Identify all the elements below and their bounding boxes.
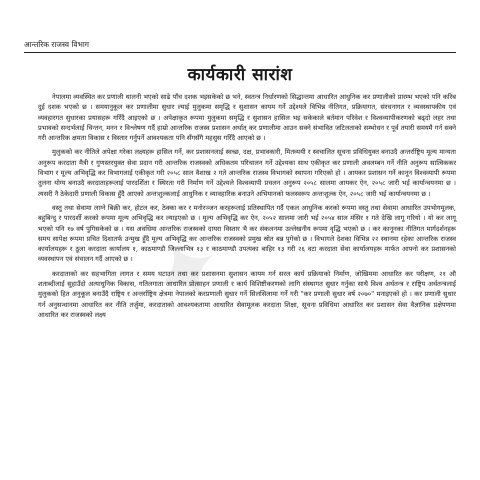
paragraph: वस्तु तथा सेवामा लाग्ने बिक्री कर, होटल कर, ठेक्का कर र मनोरञ्जन करहरूलाई प्रतिस्थापित गर्दै एकल आधुनिक करको रूपमा वस्तु तथा सेवामा आधारित उपभोगमूलक, बहुबिन्दु र पारदर्शी करको रूपमा मूल्य अभिवृद्धि कर ल्याइएको छ । मूल्य अभिवृद्धि कर ऐन, २०५२ सालमा जारी भई २०५४ साल मंसिर १ गते देखि लागू गरियो । यो कर लागू भएको पनि १७ वर्ष पुगिसकेको छ । यस अवधिमा आन्तरिक राजस्वको दायरा विस्तार भै कर संकलनमा उल्लेखनीय रूपमा वृद्धि भएको छ । कर कानूनका नीतिगत मार्गदर्शनहरू समय सापेक्ष रूपमा प्रचित दिशातर्फ उन्मुख हुँदै मूल्य अभिवृद्धि कर आन्तरिक राजस्वको प्रमुख स्रोत बन्न पुगेको छ । विभागले देशका विभिन्न २२ स्थानमा रहेका आन्तरिक राजस्व कार्यालयहरू र ठूला करदाता कार्यालय १, काठमाण्डौ जिल्लाभित्र १३ र काठमाण्डौ उपत्यका बाहिर १३ गरी २६ वटा करदाता सेवा कार्यालयहरू मार्फत आफ्नो कर प्रशासनको व्यवस्थापन एवं संचालन गर्दै आएको छ । [38,203,456,264]
paragraph: नेपालमा व्यवस्थित कर प्रणाली थालनी भएको साढे पाँच दशक भइसकेको छ भने, स्वतन्त्र निर्धारणको सिद्धान्तमा आधारित आधुनिक कर प्रणालीको प्रारम्भ भएको पनि करिब दुई दशक भएको छ । समयानुकूल कर प्रणालीमा सुधार ल्याई मुलुकमा समृद्धि र सुशासन कायम गर्ने उद्देश्यले विभिन्न नीतिगत, प्रक्रियागत, संरचनागत र व्यवस्थापकीय एवं व्यवहारगत सुधारका प्रयासहरू गरिँदै आइएको छ । अपेक्षाकृत रूपमा मुलुकमा समृद्धि र सुशासन हासिल भइ सकेकाले बर्तमान परिवेश र विश्वव्यापीकरणको बढ्दो लहर तथा प्रभावको सन्दर्भलाई चिन्तन, मनन र विश्लेषण गर्दै हाम्रो आन्तरिक राजस्व प्रशासन अर्थात् कर प्रणालीमा आउन सक्ने संभावित जटिलताको सम्भोधन र पूर्व तयारी समयमै गर्न सक्ने गरी आन्तरिक क्षमता विकास र विस्तार गर्नुपर्ने आवश्यकता पनि सँगसँगै महसुस गरिँदै आएको छ । [38,93,456,143]
paragraph: करदाताको कर सहभागिता लागत र समय घटाउन तथा कर प्रशासनमा सुशासन कायम गर्न सरल कार्य प्रक्रियाको निर्माण, जोखिममा आधारित कर परीक्षण, २१ औ शताब्दीलाई सुहाउँदो अत्याधुनिक विकास, गतिलगाता आधारित प्रोत्साहन प्रणाली र कार्य विशिष्टीकरणको लागि संस्थागत सुधार गर्नुका साथै विश्व अर्थतन्त्र र राष्ट्रिय अर्थतन्त्रलाई मुलुकको हित अनुकूल बनाउँदै राष्ट्रिय र अन्तर्राष्ट्रिय क्षेत्रमा नेपालको करप्रणाली सुधार गर्ने सिलसिलामा गर्ने गरी "कर प्रणाली सुधार वर्ष २०७०" मनाइएको हो । कर प्रणाली सुधार गर्न अनुसन्धानमा आधारित कर नीति तर्जुमा, करदाताको आवश्यकतामा आधारित सेवामूलक करदाता शिक्षा, सूचना प्रविधिमा आधारित कर प्रशासन सेवा वैज्ञानिक प्रक्षेपणमा आधारित कर राजस्वको लक्ष्य [38,269,456,319]
document-header [24,40,456,53]
paragraph: मुलुकको कर नीतिले अपेक्षा गरेका लक्ष्यहरू हासिल गर्ने, कर प्रशासनलाई स्वच्छ, दक्ष, प्रभावकारी, मितव्ययी र स्वचालित सूचना प्रविधियुक्त बनाउदै अन्तर्राष्ट्रिय मूल्य मान्यता अनुरूप करदाता मैत्री र गुणस्तरयुक्त सेवा प्रदान गरी आन्तरिक राजस्वको अधिकतम परिचालन गर्ने उद्देश्यका साथ एकीकृत कर प्रणाली अवलम्बन गर्ने नीति अनुरूप सात्विककर विभाग र मूल्य अभिवृद्धि कर विभागलाई एकीकृत गरी २०५८ साल वैशाख २ गते आन्तरिक राजस्व विभागको स्थापना गरिएको हो । आयकर प्रशासन गर्ने कानून विश्वव्यापी रूपमा तुलना योग्य बनाउदै करदाताहरूलाई पारदर्शिता र स्थिरता गरी निर्माण गर्ने उद्देश्यले विश्वव्यापी प्रचलन अनुरूप २०५८ सालमा आयकर ऐन, २०५८ जारी भई कार्यान्वयनमा छ । त्यसरी नै ठेकेदारी प्रणाली विकास हुँदै आएको अन्तःशुल्कलाई आधुनिक र व्यावहारिक बनाउने अभियानको फलस्वरूप अन्तःशुल्क ऐन, २०५८ जारी भई कार्यान्वयनमा छ । [38,148,456,198]
document-body [38,92,456,324]
page-title: कार्यकारी सारांश [187,65,293,85]
watermark: ✦ [128,208,247,337]
header-section-label: आन्तरिक राजस्व विभाग [24,40,90,49]
